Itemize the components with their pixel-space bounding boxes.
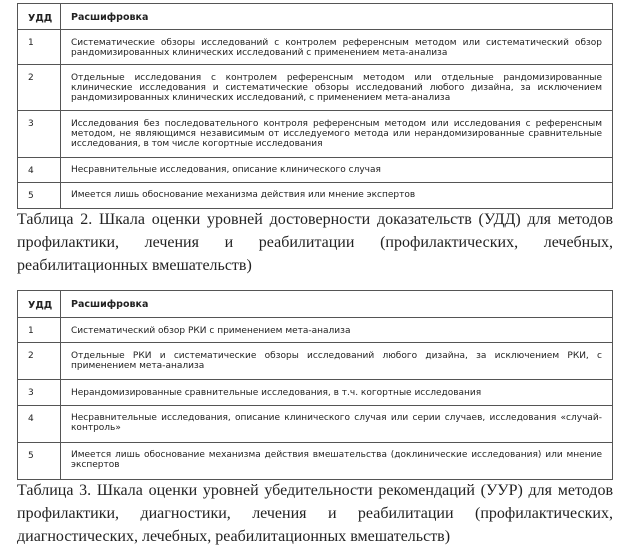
cell-level: 4 — [18, 158, 61, 183]
cell-description: Имеется лишь обоснование механизма действия вмешательства (доклинические исследования) или мнение экспертов — [61, 443, 613, 480]
header-level: УДД — [18, 291, 61, 318]
table-row — [18, 183, 613, 209]
cell-level: 3 — [18, 380, 61, 406]
recommendation-strength-table — [17, 290, 613, 480]
table-row — [18, 111, 613, 158]
cell-level: 5 — [18, 183, 61, 209]
evidence-level-table — [17, 3, 613, 209]
header-description: Расшифровка — [61, 291, 613, 318]
cell-description: Отдельные исследования с контролем референсным методом или отдельные рандомизированные клинические исследования и систематические обзоры исследований любого дизайна, за исключением рандомизированных клинических исследований, с применением мета-анализа — [61, 65, 613, 111]
table-header-row — [18, 291, 613, 318]
cell-description: Несравнительные исследования, описание клинического случая или серии случаев, исследования «случай-контроль» — [61, 406, 613, 443]
table-row — [18, 380, 613, 406]
cell-description: Нерандомизированные сравнительные исследования, в т.ч. когортные исследования — [61, 380, 613, 406]
table-header-row — [18, 4, 613, 30]
header-level: УДД — [18, 4, 61, 30]
cell-level: 4 — [18, 406, 61, 443]
cell-description: Несравнительные исследования, описание клинического случая — [61, 158, 613, 183]
header-description: Расшифровка — [61, 4, 613, 30]
cell-level: 2 — [18, 65, 61, 111]
table-row — [18, 343, 613, 380]
table-row — [18, 318, 613, 343]
table-row — [18, 158, 613, 183]
cell-description: Систематические обзоры исследований с контролем референсным методом или систематический обзор рандомизированных клинических исследований с применением мета-анализа — [61, 30, 613, 65]
cell-level: 5 — [18, 443, 61, 480]
table-row — [18, 65, 613, 111]
cell-description: Имеется лишь обоснование механизма действия или мнение экспертов — [61, 183, 613, 209]
cell-description: Отдельные РКИ и систематические обзоры исследований любого дизайна, за исключением РКИ, с применением мета-анализа — [61, 343, 613, 380]
table-row — [18, 406, 613, 443]
cell-level: 2 — [18, 343, 61, 380]
cell-level: 1 — [18, 318, 61, 343]
cell-level: 1 — [18, 30, 61, 65]
table-row — [18, 443, 613, 480]
cell-level: 3 — [18, 111, 61, 158]
table-2-caption: Таблица 2. Шкала оценки уровней достоверности доказательств (УДД) для методов профилактики, лечения и реабилитации (профилактических, лечебных, реабилитационных вмешательств) — [17, 211, 613, 274]
cell-description: Систематический обзор РКИ с применением мета-анализа — [61, 318, 613, 343]
table-row — [18, 30, 613, 65]
cell-description: Исследования без последовательного контроля референсным методом или исследования с референсным методом, не являющимся независимым от исследуемого метода или нерандомизированные сравнительные исследования, в том числе когортные исследования — [61, 111, 613, 158]
table-3-caption: Таблица 3. Шкала оценки уровней убедительности рекомендаций (УУР) для методов профилактики, диагностики, лечения и реабилитации (профилактических, диагностических, лечебных, реабилитационных вмешательств) — [17, 482, 613, 545]
